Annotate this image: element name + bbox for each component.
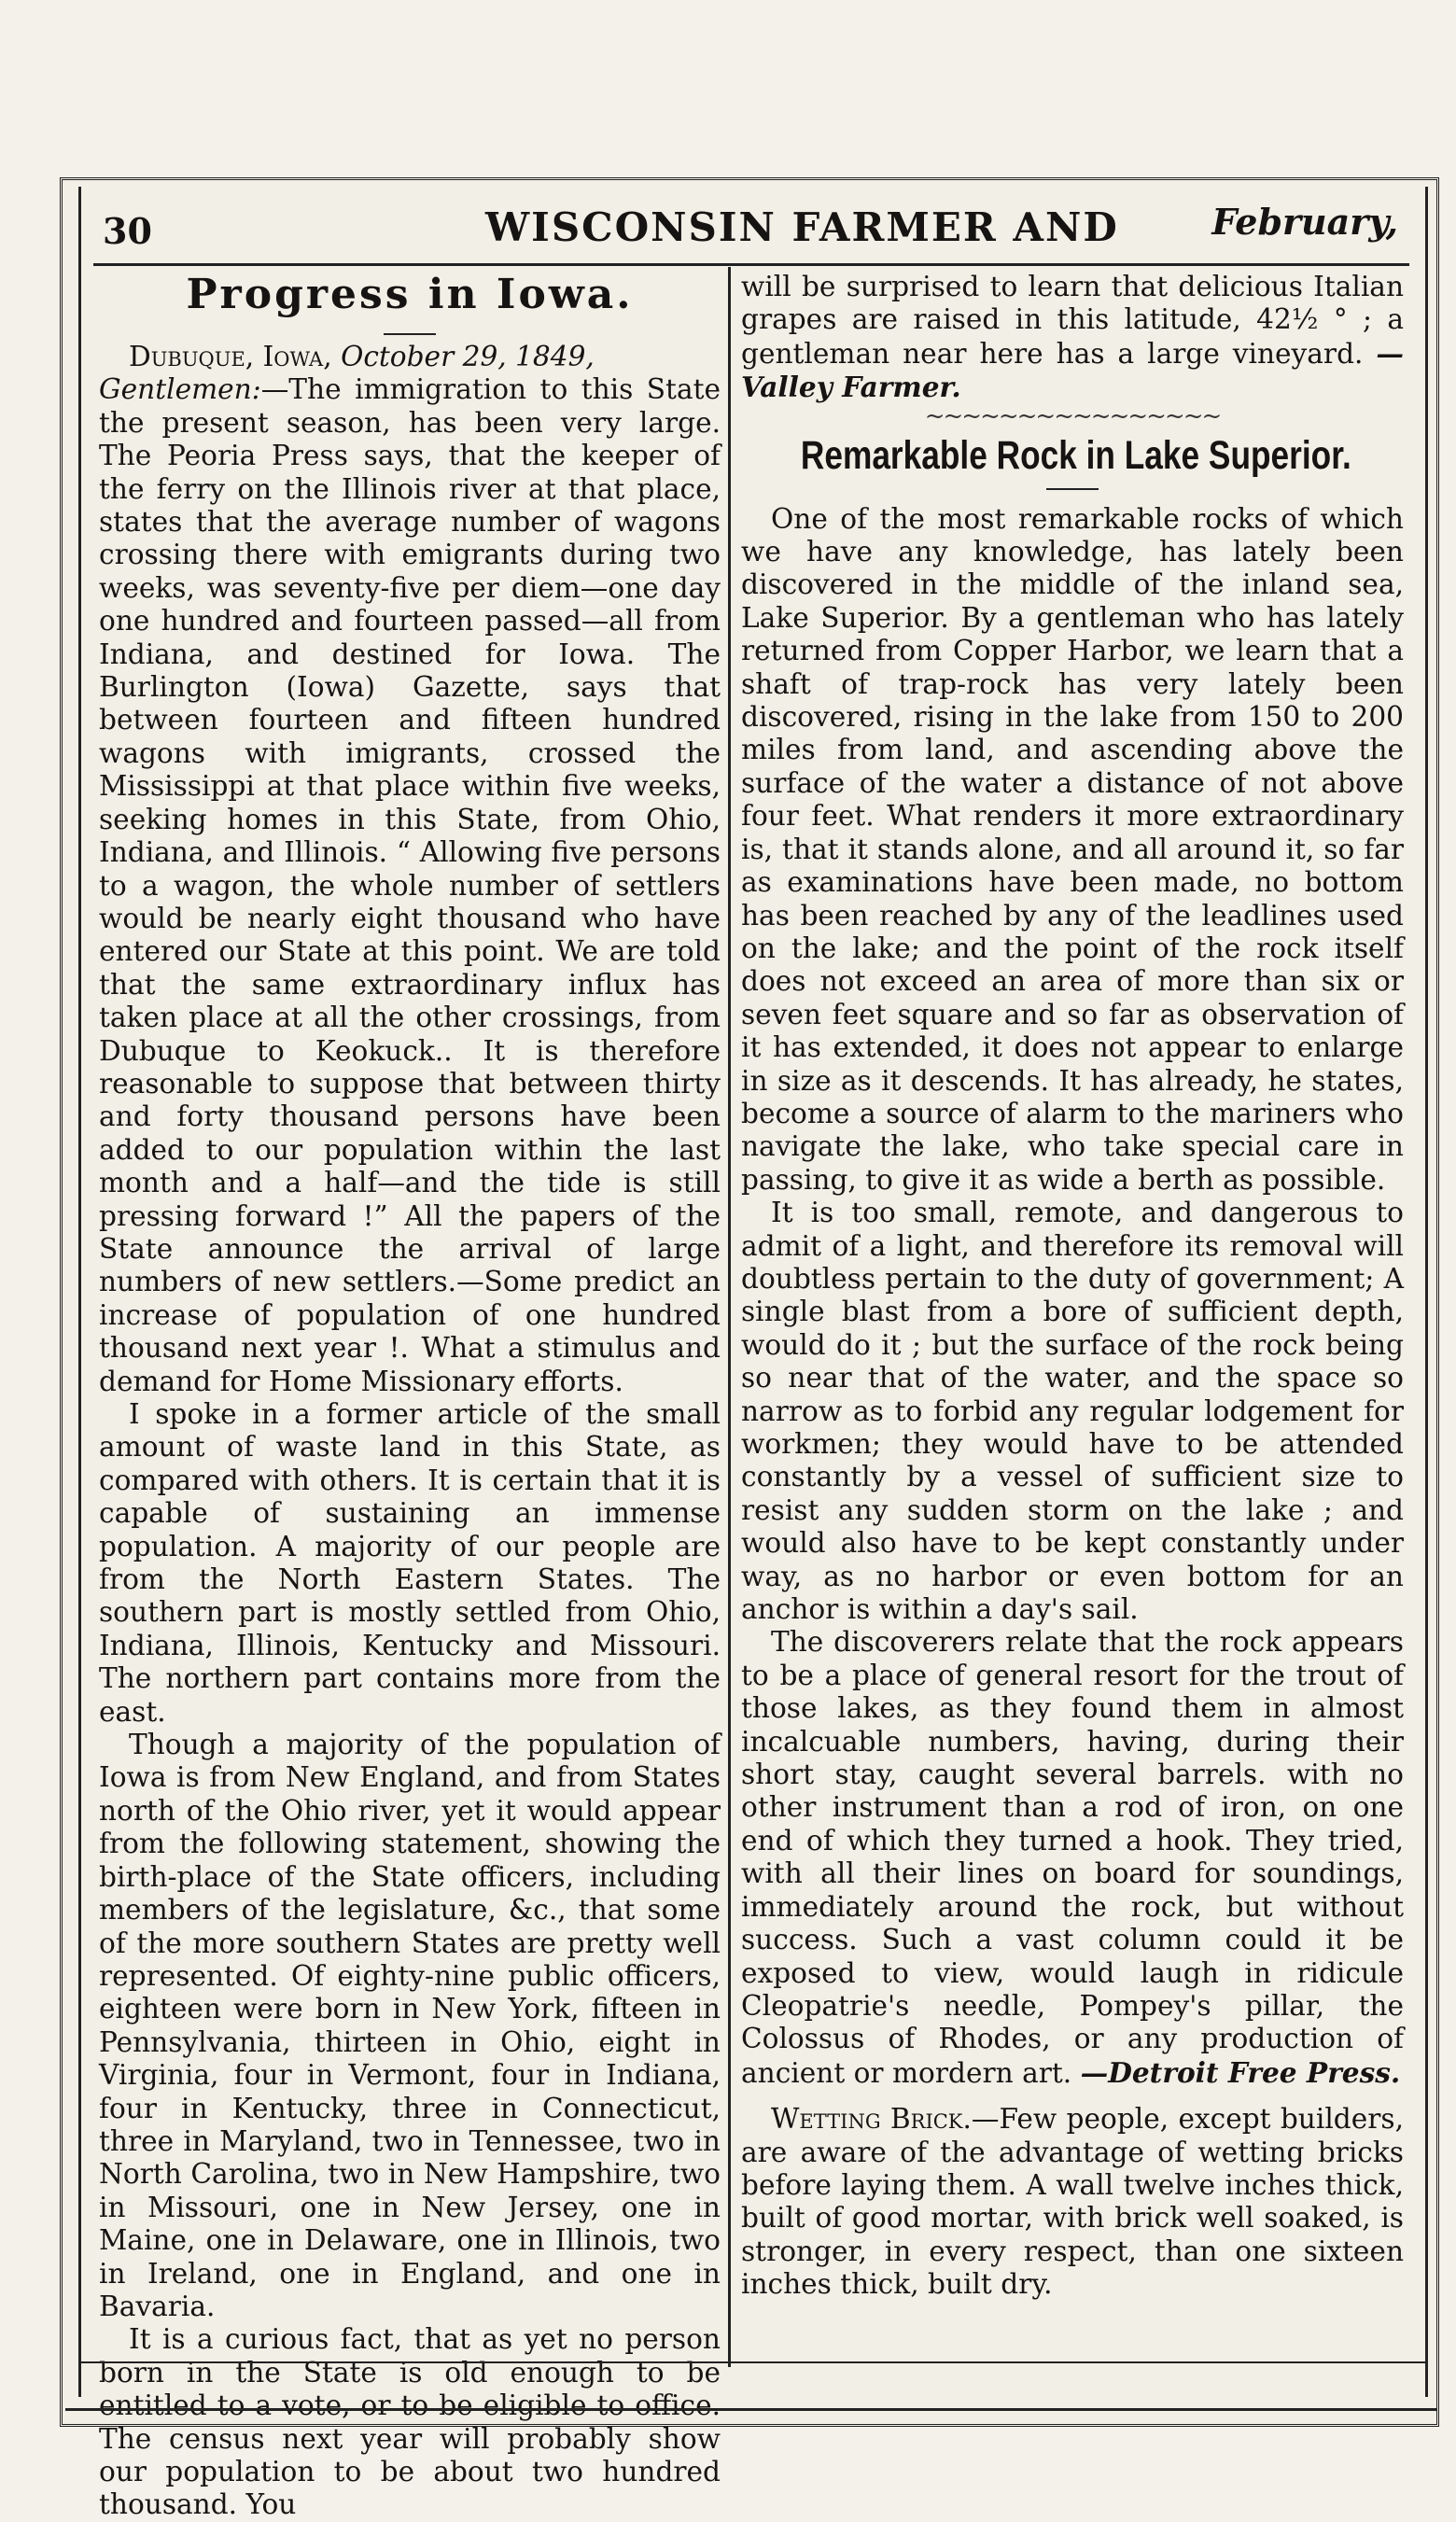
paragraph: One of the most remarkable rocks of which we have any knowledge, has lately been discovered in the middle of the inland sea, Lake Superior. By a gentleman who has lately returned from Copper Harbor, we learn that a shaft of trap-rock has very lately been discovered, rising in the lake from 150 to 200 miles from land, and ascending above the surface of the water a distance of not above four feet. What renders it more extraordinary is, that it stands alone, and all around it, so far as examinations have been made, no bottom has been reached by any of the leadlines used on the lake; and the point of the rock itself does not exceed an area of more than six or seven feet square and so far as observation of it has extended, it does not appear to enlarge in size as it descends. It has already, he states, become a source of alarm to the mariners who navigate the lake, who take special care in passing, to give it as wide a berth as possible.: [741, 502, 1404, 1196]
paragraph: It is too small, remote, and dangerous to admit of a light, and therefore its removal will doubtless pertain to the duty of government; A single blast from a bore of sufficient depth, would do it ; but the surface of the rock being so near that of the water, and the space so narrow as to forbid any regular lodgement for workmen; they would have to be attended constantly by a vessel of sufficient size to resist any sudden storm on the lake ; and would also have to be kept constantly under way, as no harbor or even bottom for an anchor is within a day's sail.: [741, 1197, 1404, 1626]
paragraph: It is a curious fact, that as yet no person born in the State is old enough to be entitled to a vote, or to be eligible to office. The census next year will probably show our population to be about two hundred thousand. You: [99, 2323, 721, 2521]
ornament-divider: ~~~~~~~~~~~~~~~~: [924, 401, 1221, 430]
paragraph-text: The discoverers relate that the rock appears to be a place of general resort for the trout of those lakes, as they found them in almost incalcuable numbers, having, during their short stay, caught several barrels. with no other instrument than a rod of iron, on one end of which they turned a hook. They tried, with all their lines on board for soundings, immediately around the rock, but without success. Such a vast column could it be exposed to view, would laugh in ridicule Cleopatrie's needle, Pompey's pillar, the Colossus of Rhodes, or any production of ancient or mordern art.: [741, 1626, 1404, 2089]
source-credit: —Detroit Free Press.: [1080, 2055, 1401, 2089]
salutation: Gentlemen:: [99, 373, 261, 406]
paragraph-text: —Few people, except builders, are aware of the advantage of wetting bricks before laying them. A wall twelve inches thick, built of good mortar, with brick well soaked, is stronger, in every respect, than one sixteen inches thick, built dry.: [741, 2103, 1404, 2301]
paragraph: [99, 373, 721, 1398]
dateline-date: October 29, 1849,: [341, 341, 595, 372]
bottom-rule: [78, 2361, 1428, 2363]
dateline-place: Dubuque, Iowa,: [129, 341, 332, 372]
paragraph: Though a majority of the population of Iowa is from New England, and from States north of the Ohio river, yet it would appear from the following statement, showing the birth-place of the State officers, including members of the legislature, &c., that some of the more southern States are pretty well represented. Of eighty-nine public officers, eighteen were born in New York, fifteen in Pennsylvania, thirteen in Ohio, eight in Virginia, four in Vermont, four in Indiana, four in Kentucky, three in Connecticut, three in Maryland, two in Tennessee, two in North Carolina, two in New Hampshire, two in Missouri, one in New Jersey, one in Maine, one in Delaware, one in Illinois, two in Ireland, one in England, and one in Bavaria.: [99, 1729, 721, 2322]
bottom-rule-outer: [65, 2408, 1437, 2411]
left-column: [99, 271, 721, 2522]
title-rule: [1046, 488, 1099, 490]
continuation-text: will be surprised to learn that delicious Italian grapes are raised in this latitude, 42½ ° ; a gentleman near here has a large vineyard.: [741, 271, 1404, 370]
paragraph-text: —The immigration to this State the present season, has been very large. The Peoria Press says, that the keeper of the ferry on the Illinois river at that place, states that the average number of wagons crossing there with emigrants during two weeks, was seventy-five per diem—one day one hundred and fourteen passed—all from Indiana, and destined for Iowa. The Burlington (Iowa) Gazette, says that between fourteen and fifteen hundred wagons with imigrants, crossed the Mississippi at that place within five weeks, seeking homes in this State, from Ohio, Indiana, and Illinois. “ Allowing five persons to a wagon, the whole number of settlers would be nearly eight thousand who have entered our State at this point. We are told that the same extraordinary influx has taken place at all the other crossings, from Dubuque to Keokuck.. It is therefore reasonable to suppose that between thirty and forty thousand persons have been added to our population within the last month and a half—and the tide is still pressing forward !” All the papers of the State announce the arrival of large numbers of new settlers.—Some predict an increase of population of one hundred thousand next year !. What a stimulus and demand for Home Missionary efforts.: [99, 373, 721, 1397]
paragraph-wetting-brick: [741, 2103, 1404, 2301]
page-number: 30: [103, 210, 152, 252]
paragraph: [741, 1626, 1404, 2090]
continuation-paragraph: [741, 271, 1404, 405]
dateline: [99, 341, 721, 373]
column-divider: [728, 267, 731, 2367]
article-title-progress-in-iowa: Progress in Iowa.: [186, 271, 634, 318]
wetting-heading: Wetting Brick.: [771, 2103, 972, 2136]
running-title: WISCONSIN FARMER AND: [485, 204, 1119, 250]
right-column: [741, 271, 1404, 2302]
issue-month: February,: [1211, 201, 1398, 243]
source-credit: —Valley Farmer.: [741, 336, 1404, 404]
article-title-remarkable-rock: Remarkable Rock in Lake Superior.: [800, 432, 1351, 478]
paragraph: I spoke in a former article of the small amount of waste land in this State, as compared with others. It is certain that it is capable of sustaining an immense population. A majority of our people are from the North Eastern States. The southern part is mostly settled from Ohio, Indiana, Illinois, Kentucky and Missouri. The northern part contains more from the east.: [99, 1398, 721, 1728]
page-header: [93, 191, 1409, 266]
spacer: [741, 2090, 1404, 2103]
title-rule: [384, 333, 436, 335]
header-rule: [93, 263, 1409, 266]
